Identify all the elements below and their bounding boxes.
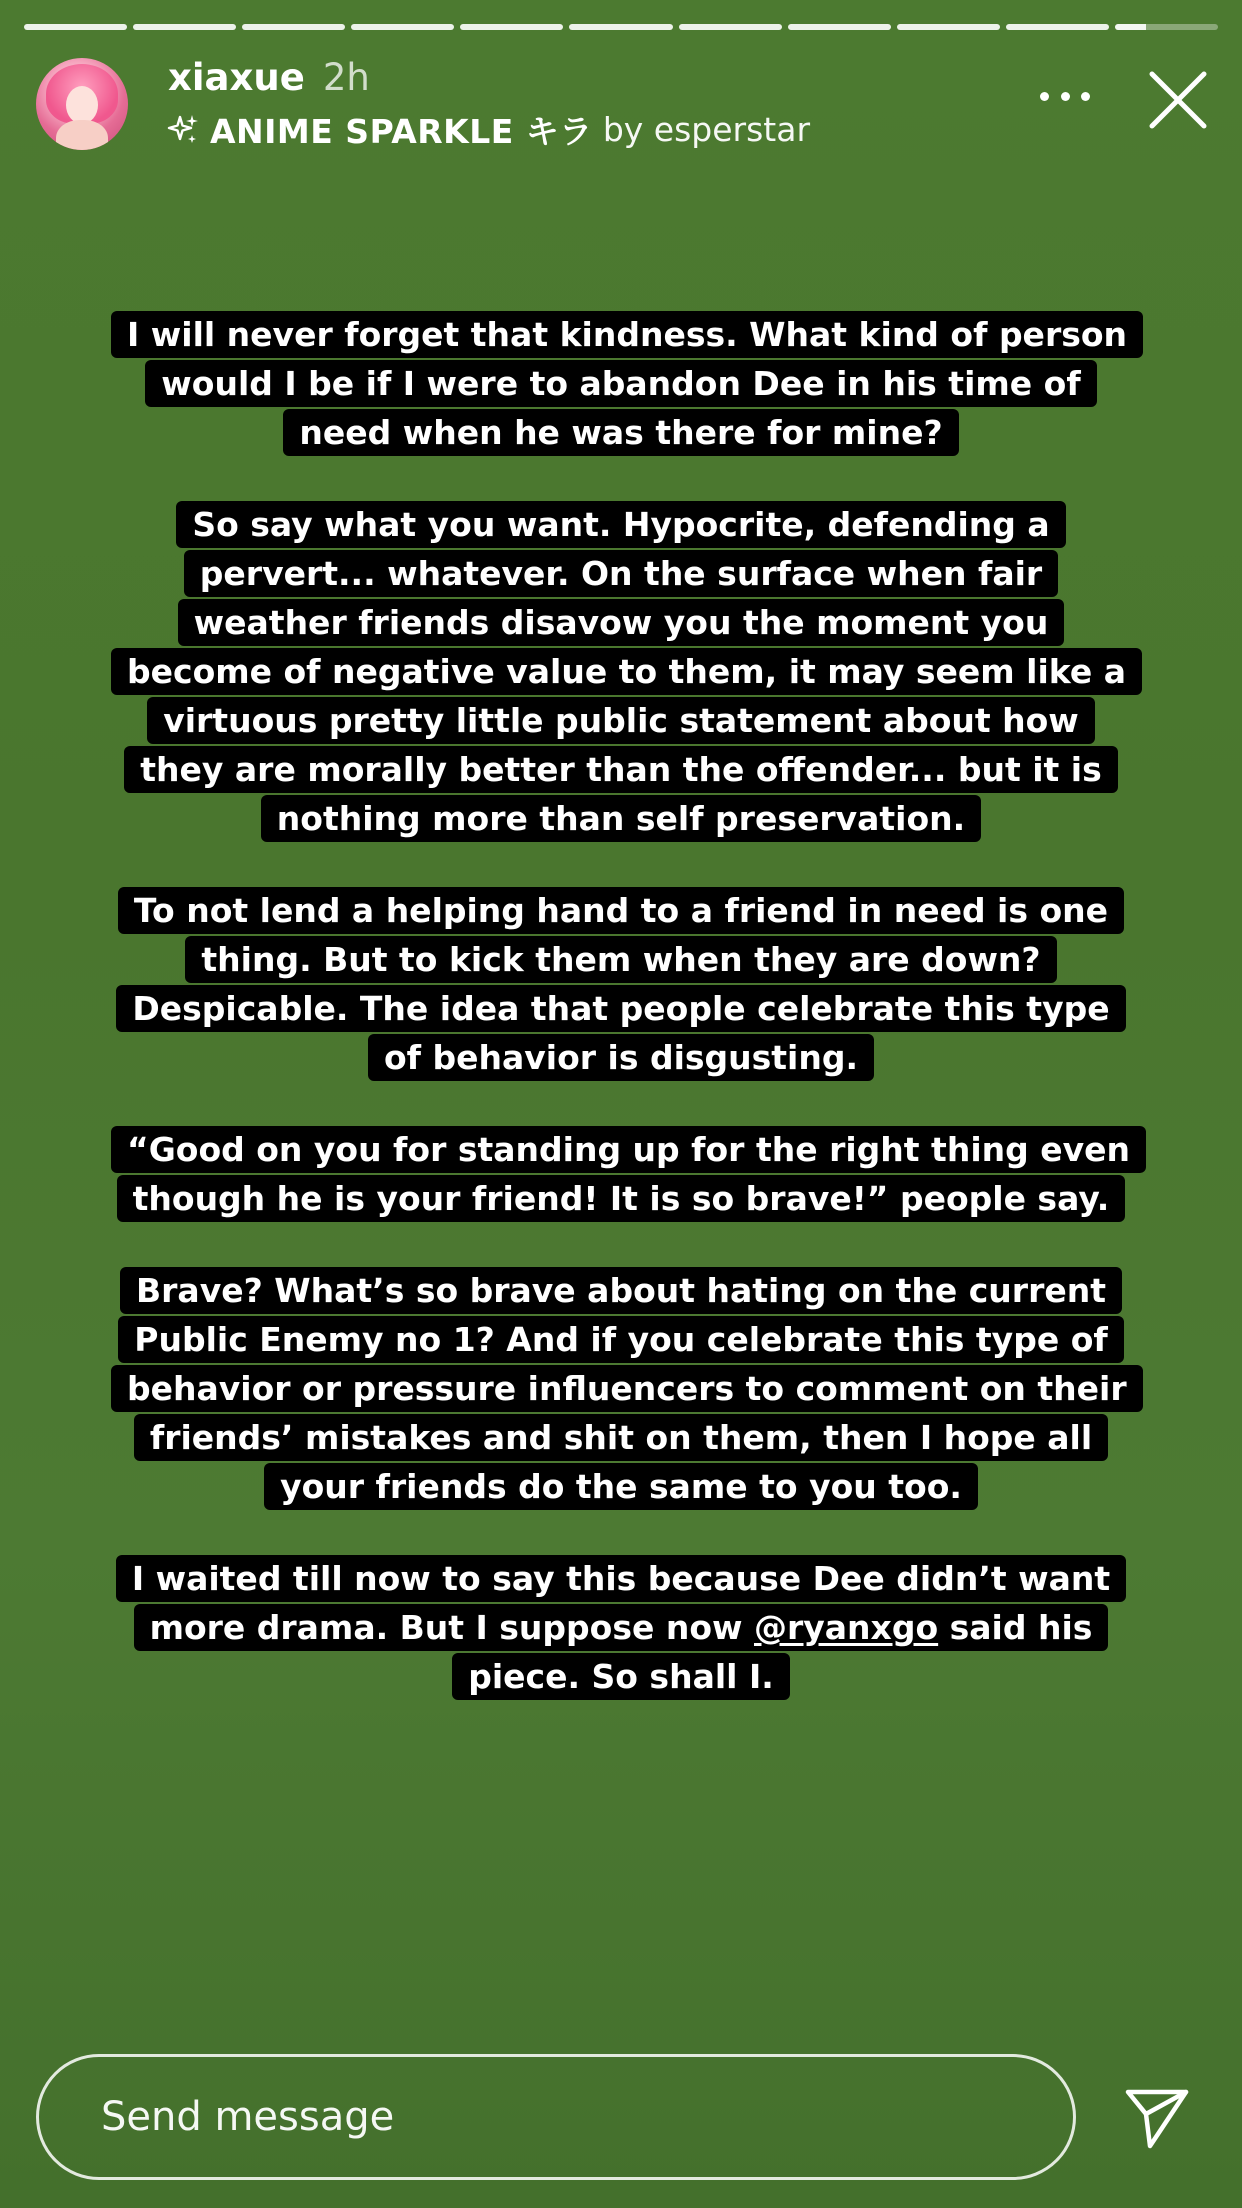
story-header — [34, 56, 1208, 166]
username[interactable]: xiaxue — [168, 56, 305, 99]
story-paragraph: To not lend a helping hand to a friend in need is one thing. But to kick them when they are down? Despicable. The idea that people celebrate this type of behavior is disgusting. — [111, 886, 1131, 1082]
send-icon[interactable] — [1122, 2084, 1192, 2154]
progress-segment — [897, 24, 1000, 30]
story-paragraph: “Good on you for standing up for the right thing even though he is your friend! It is so brave!” people say. — [111, 1125, 1131, 1223]
story-paragraph: I will never forget that kindness. What kind of person would I be if I were to abandon Dee in his time of need when he was there for mine? — [111, 310, 1131, 457]
story-paragraph: So say what you want. Hypocrite, defending a pervert... whatever. On the surface when fair weather friends disavow you the moment you become of negative value to them, it may seem like a virtuous pretty little public statement about how they are morally better than the offender... but it is nothing more than self preservation. — [111, 500, 1131, 843]
post-time: 2h — [322, 56, 370, 99]
progress-segment — [1006, 24, 1109, 30]
filter-attribution[interactable] — [166, 106, 810, 153]
more-icon[interactable] — [1040, 92, 1090, 106]
send-message-input[interactable] — [36, 2054, 1076, 2180]
story-text-content — [0, 310, 1242, 1744]
story-footer — [36, 2054, 1206, 2184]
progress-segment — [460, 24, 563, 30]
progress-segment-current — [1115, 24, 1218, 30]
story-paragraph: Brave? What’s so brave about hating on the current Public Enemy no 1? And if you celebrate this type of behavior or pressure influencers to comment on their friends’ mistakes and shit on them, then I hope all your friends do the same to you too. — [111, 1266, 1131, 1511]
progress-segment — [24, 24, 127, 30]
story-paragraph: I waited till now to say this because Dee didn’t want more drama. But I suppose now @ryanxgo said his piece. So shall I. — [111, 1554, 1131, 1701]
mention-link[interactable]: @ryanxgo — [754, 1608, 939, 1647]
progress-segment — [351, 24, 454, 30]
progress-segment — [242, 24, 345, 30]
close-icon[interactable] — [1148, 70, 1208, 130]
progress-segment — [569, 24, 672, 30]
filter-name: ANIME SPARKLE キラ — [210, 112, 593, 151]
progress-segment — [133, 24, 236, 30]
avatar[interactable] — [36, 58, 128, 150]
user-row — [168, 56, 370, 99]
filter-author: by esperstar — [602, 110, 811, 149]
story-progress-bar — [24, 24, 1218, 30]
progress-segment — [679, 24, 782, 30]
sparkle-icon — [166, 113, 200, 147]
progress-segment — [788, 24, 891, 30]
